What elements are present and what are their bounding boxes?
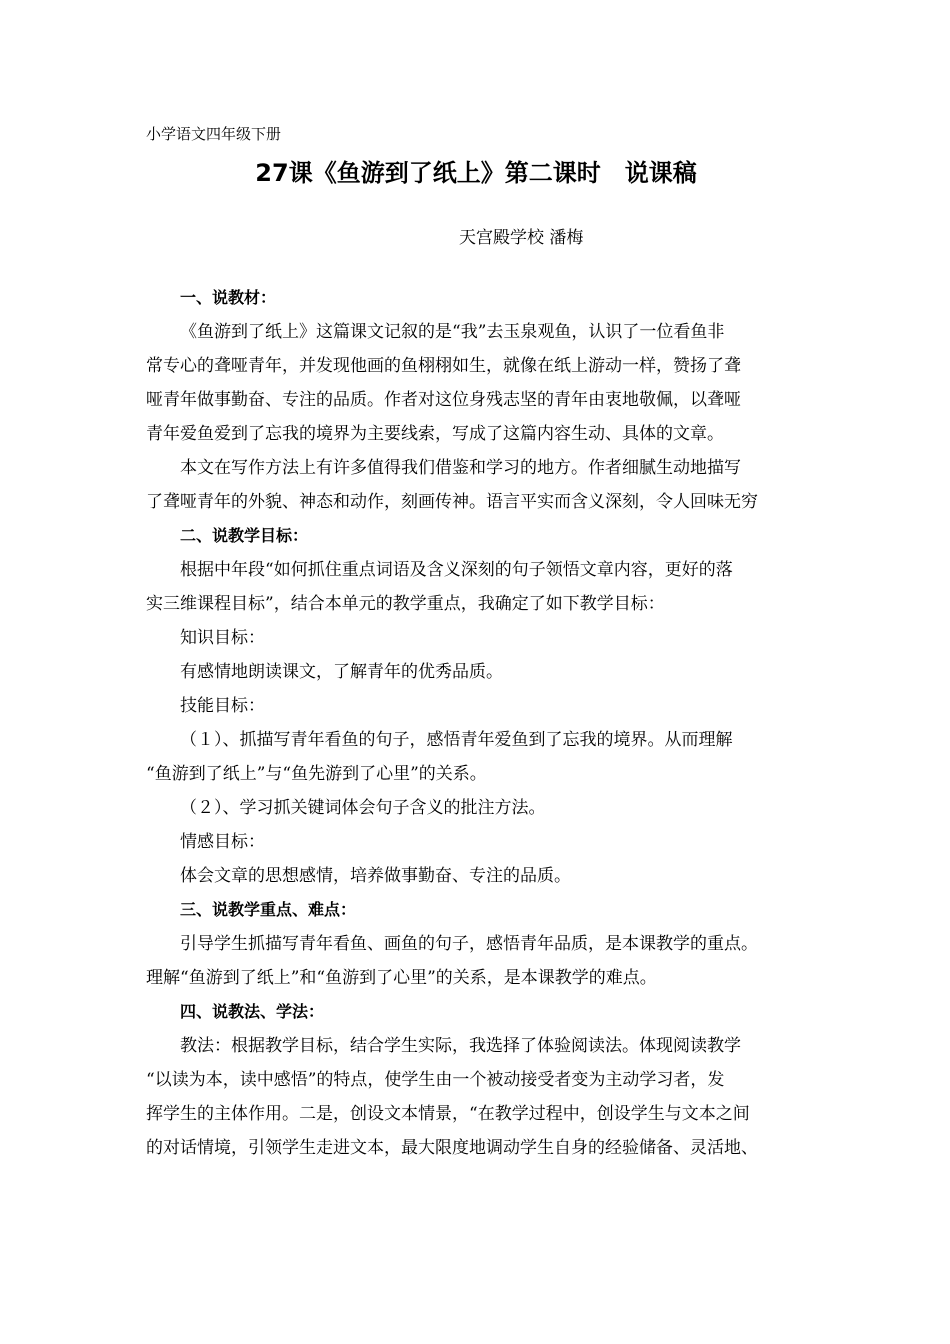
section-heading: 一、说教材：	[180, 288, 277, 307]
paragraph-line: 《鱼游到了纸上》这篇课文记叙的是“我”去玉泉观鱼，认识了一位看鱼非	[180, 322, 725, 342]
paragraph-line: 挥学生的主体作用。二是，创设文本情景，“在教学过程中，创设学生与文本之间	[146, 1104, 750, 1124]
document-title: 27课《鱼游到了纸上》第二课时 说课稿	[255, 159, 697, 187]
paragraph-line: 根据中年段“如何抓住重点词语及含义深刻的句子领悟文章内容，更好的落	[180, 560, 733, 580]
paragraph-line: 青年爱鱼爱到了忘我的境界为主要线索，写成了这篇内容生动、具体的文章。	[146, 424, 724, 444]
paragraph-line: 情感目标：	[180, 832, 265, 852]
document-body	[146, 281, 806, 1165]
section-heading: 三、说教学重点、难点：	[180, 900, 357, 919]
paragraph-line: 了聋哑青年的外貌、神态和动作，刻画传神。语言平实而含义深刻，令人回味无穷	[146, 492, 758, 512]
paragraph-line: 实三维课程目标”，结合本单元的教学重点，我确定了如下教学目标：	[146, 594, 665, 614]
paragraph-line: 的对话情境，引领学生走进文本，最大限度地调动学生自身的经验储备、灵活地、	[146, 1138, 758, 1158]
paragraph-line: 常专心的聋哑青年，并发现他画的鱼栩栩如生，就像在纸上游动一样，赞扬了聋	[146, 356, 741, 376]
section-heading: 二、说教学目标：	[180, 526, 309, 545]
paragraph-line: 教法：根据教学目标，结合学生实际，我选择了体验阅读法。体现阅读教学	[180, 1036, 741, 1056]
section-heading: 四、说教法、学法：	[180, 1002, 325, 1021]
paragraph-line: “鱼游到了纸上”与“鱼先游到了心里”的关系。	[146, 764, 487, 784]
paragraph-line: （１）、抓描写青年看鱼的句子，感悟青年爱鱼到了忘我的境界。从而理解	[180, 730, 733, 750]
paragraph-line: 技能目标：	[180, 696, 265, 716]
paragraph-line: 理解“鱼游到了纸上”和“鱼游到了心里”的关系，是本课教学的难点。	[146, 968, 657, 988]
paragraph-line: 引导学生抓描写青年看鱼、画鱼的句子，感悟青年品质，是本课教学的重点。	[180, 934, 758, 954]
paragraph-line: 有感情地朗读课文，了解青年的优秀品质。	[180, 662, 503, 682]
paragraph-line: 本文在写作方法上有许多值得我们借鉴和学习的地方。作者细腻生动地描写	[180, 458, 741, 478]
paragraph-line: 哑青年做事勤奋、专注的品质。作者对这位身残志坚的青年由衷地敬佩，以聋哑	[146, 390, 741, 410]
paragraph-line: （２）、学习抓关键词体会句子含义的批注方法。	[180, 798, 546, 818]
paragraph-line: 体会文章的思想感情，培养做事勤奋、专注的品质。	[180, 866, 571, 886]
paragraph-line: “以读为本，读中感悟”的特点，使学生由一个被动接受者变为主动学习者，发	[146, 1070, 725, 1090]
header-note: 小学语文四年级下册	[146, 125, 282, 143]
paragraph-line: 知识目标：	[180, 628, 265, 648]
author-line: 天宫殿学校 潘梅	[459, 228, 584, 248]
